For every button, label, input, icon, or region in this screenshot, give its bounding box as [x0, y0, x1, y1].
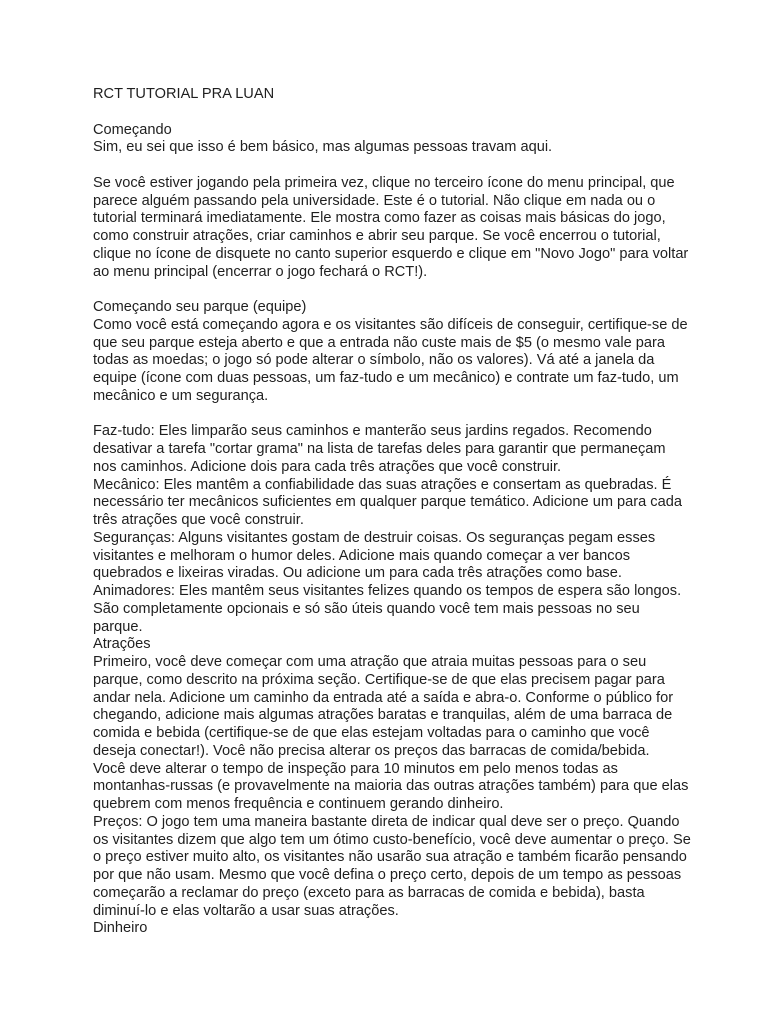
- mechanic-paragraph: Mecânico: Eles mantêm a confiabilidade das suas atrações e consertam as quebradas. É necessário ter mecânicos suficientes em qualquer parque temático. Adicione um para cada três atrações que você construir.: [93, 476, 682, 528]
- section-heading-rides: Atrações: [93, 636, 151, 653]
- staff-paragraph: Como você está começando agora e os visitantes são difíceis de conseguir, certifique-se de que seu parque esteja aberto e que a entrada não custe mais de $5 (o mesmo vale para todas as moedas; o jogo só pode alterar o símbolo, não os valores). Vá até a janela da equipe (ícone com duas pessoas, um faz-tudo e um mecânico) e contrate um faz-tudo, um mecânico e um segurança.: [93, 316, 688, 404]
- intro-paragraph: Sim, eu sei que isso é bem básico, mas algumas pessoas travam aqui.: [93, 139, 553, 156]
- tutorial-paragraph: Se você estiver jogando pela primeira vez, clique no terceiro ícone do menu principal, que parece alguém passando pela universidade. Este é o tutorial. Não clique em nada ou o tutorial terminará imediatamente. Ele mostra como fazer as coisas mais básicas do jogo, como construir atrações, criar caminhos e abrir seu parque. Se você encerrou o tutorial, clique no ícone de disquete no canto superior esquerdo e clique em "Novo Jogo" para voltar ao menu principal (encerrar o jogo fechará o RCT!).: [93, 174, 689, 280]
- section-heading-staff: Começando seu parque (equipe): [93, 299, 307, 315]
- handyman-paragraph: Faz-tudo: Eles limparão seus caminhos e manterão seus jardins regados. Recomendo desativar a tarefa "cortar grama" na lista de tarefas deles para garantir que permaneçam nos caminhos. Adicione dois para cada três atrações que você construir.: [93, 423, 666, 475]
- entertainer-paragraph: Animadores: Eles mantêm seus visitantes felizes quando os tempos de espera são longos. São completamente opcionais e só são úteis quando você tem mais pessoas no seu parque.: [93, 583, 682, 635]
- section-heading-money: Dinheiro: [93, 920, 148, 937]
- spacer: [93, 104, 693, 122]
- prices-paragraph: Preços: O jogo tem uma maneira bastante direta de indicar qual deve ser o preço. Quando os visitantes dizem que algo tem um ótimo custo-benefício, você deve aumentar o preço. Se o preço estiver muito alto, os visitantes não usarão sua atração e também ficarão pensando por que não usam. Mesmo que você defina o preço certo, depois de um tempo as pessoas começarão a reclamar do preço (exceto para as barracas de comida e bebida), basta diminuí-lo e elas voltarão a usar suas atrações.: [93, 813, 691, 919]
- spacer: [93, 406, 693, 424]
- spacer: [93, 157, 693, 175]
- inspection-paragraph: Você deve alterar o tempo de inspeção para 10 minutos em pelo menos todas as montanhas-russas (e provavelmente na maioria das outras atrações também) para que elas quebrem com menos frequência e continuem gerando dinheiro.: [93, 760, 689, 812]
- document-page: [93, 86, 693, 938]
- section-heading-getting-started: Começando: [93, 121, 172, 138]
- document-title: RCT TUTORIAL PRA LUAN: [93, 86, 275, 102]
- rides-paragraph: Primeiro, você deve começar com uma atração que atraia muitas pessoas para o seu parque, como descrito na próxima seção. Certifique-se de que elas precisem pagar para andar nela. Adicione um caminho da entrada até a saída e abra-o. Conforme o público for chegando, adicione mais algumas atrações baratas e tranquilas, além de uma barraca de comida e bebida (certifique-se de que elas estejam voltadas para o caminho que você deseja conectar!). Você não precisa alterar os preços das barracas de comida/bebida.: [93, 654, 674, 759]
- spacer: [93, 281, 693, 299]
- security-paragraph: Seguranças: Alguns visitantes gostam de destruir coisas. Os seguranças pegam esses visitantes e melhoram o humor deles. Adicione mais quando começar a ver bancos quebrados e lixeiras viradas. Ou adicione um para cada três atrações como base.: [93, 529, 656, 582]
